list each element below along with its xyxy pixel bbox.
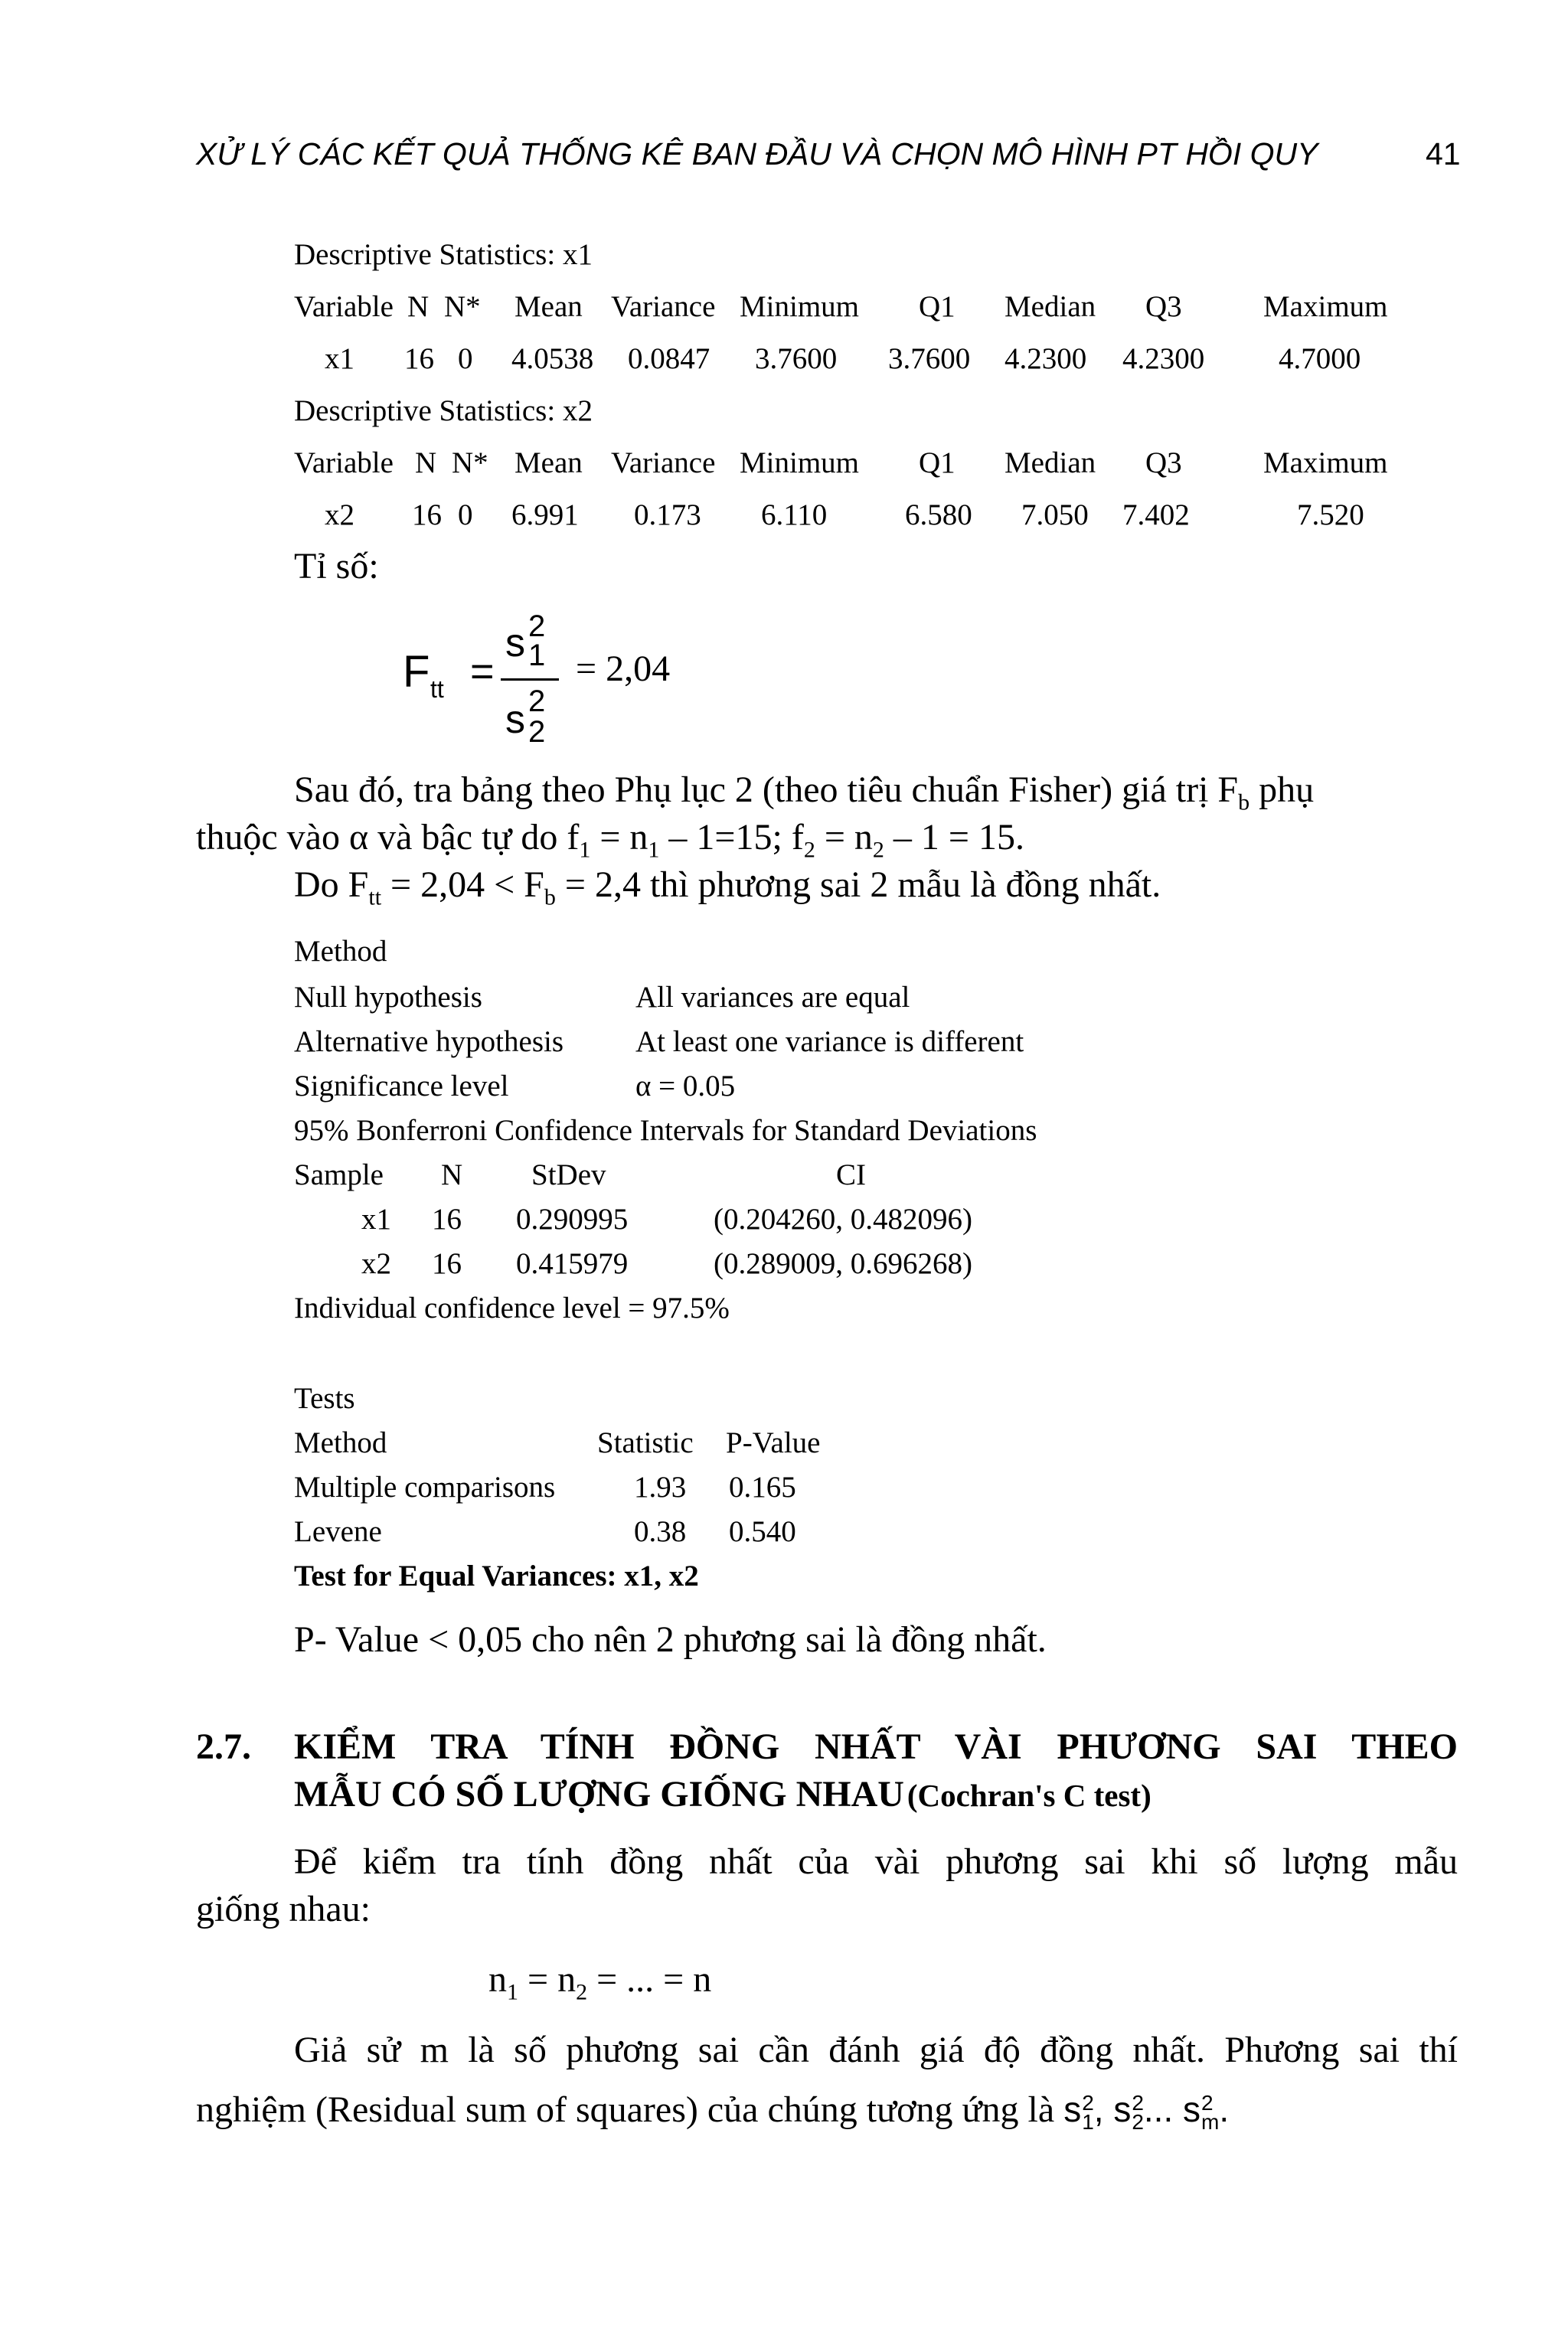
null-hypothesis-value: All variances are equal (635, 981, 910, 1014)
para1-line1: Sau đó, tra bảng theo Phụ lục 2 (theo tiêu chuẩn Fisher) giá trị $F_b$ phụ (294, 769, 1315, 815)
cell-median: 7.050 (1021, 498, 1089, 531)
tests-cell-statistic: 1.93 (634, 1471, 687, 1504)
desc1-title: Descriptive Statistics: x1 (294, 238, 593, 271)
col-variable: Variable (294, 446, 394, 479)
alt-hypothesis-value: At least one variance is different (635, 1025, 1024, 1058)
tests-col-method: Method (294, 1426, 387, 1459)
formula-result: = 2,04 (576, 648, 671, 689)
para3-line1: Giả sử m là số phương sai cần đánh giá độ đồng nhất. Phương sai thí (294, 2030, 1458, 2070)
tests-col-pvalue: P-Value (726, 1426, 821, 1459)
cell-variable: x1 (325, 342, 354, 375)
conclusion-text: P- Value < 0,05 cho nên 2 phương sai là đồng nhất. (294, 1619, 1047, 1660)
formula-equals: = (470, 648, 495, 694)
page-number: 41 (1426, 136, 1461, 172)
cell-variance: 0.0847 (628, 342, 710, 375)
table-row (0, 1202, 1568, 1240)
col-nstar: N* (444, 290, 481, 323)
ci-cell-n: 16 (432, 1247, 462, 1280)
running-title: XỬ LÝ CÁC KẾT QUẢ THỐNG KÊ BAN ĐẦU VÀ CHỌN MÔ HÌNH PT HỒI QUY (196, 136, 1318, 172)
col-mean: Mean (514, 290, 583, 323)
formula-f-sub: tt (430, 675, 444, 703)
cell-nstar: 0 (458, 342, 473, 375)
desc1-header-row (0, 289, 1568, 328)
col-q1: Q1 (919, 446, 956, 479)
ratio-label: Tỉ số: (294, 546, 379, 586)
ci-cell-ci: (0.289009, 0.696268) (714, 1247, 972, 1280)
method-title: Method (294, 935, 387, 968)
para3-line2: nghiệm (Residual sum of squares) của chúng tương ứng là s 2 1 , s 2 2 ... s 2 m . (196, 2089, 1230, 2134)
col-q1: Q1 (919, 290, 956, 323)
cell-mean: 6.991 (511, 498, 579, 531)
cell-q1: 3.7600 (888, 342, 971, 375)
col-median: Median (1004, 446, 1096, 479)
tests-header-row (0, 1426, 1568, 1464)
col-maximum: Maximum (1263, 446, 1388, 479)
cell-minimum: 3.7600 (755, 342, 838, 375)
section-number: 2.7. (196, 1726, 251, 1767)
desc1-data-row (0, 341, 1568, 380)
cell-minimum: 6.110 (761, 498, 828, 531)
cell-maximum: 7.520 (1297, 498, 1364, 531)
variance-list: s 2 1 , s 2 2 ... s 2 m . (1063, 2089, 1230, 2134)
ci-col-sample: Sample (294, 1158, 384, 1191)
cell-median: 4.2300 (1004, 342, 1087, 375)
significance-value: α = 0.05 (635, 1070, 736, 1102)
col-n: N (415, 446, 437, 479)
ci-cell-stdev: 0.290995 (516, 1203, 629, 1236)
table-row (0, 1514, 1568, 1553)
cell-n: 16 (404, 342, 434, 375)
tests-col-statistic: Statistic (597, 1426, 694, 1459)
ci-footer: Individual confidence level = 97.5% (294, 1292, 730, 1325)
tests-title: Tests (294, 1382, 355, 1415)
col-variance: Variance (611, 290, 716, 323)
cell-n: 16 (412, 498, 442, 531)
ci-cell-ci: (0.204260, 0.482096) (714, 1203, 972, 1236)
cell-maximum: 4.7000 (1279, 342, 1361, 375)
section-title-line2: MẪU CÓ SỐ LƯỢNG GIỐNG NHAU (Cochran's C test) (294, 1774, 1152, 1815)
desc2-title: Descriptive Statistics: x2 (294, 394, 593, 427)
tests-cell-method: Multiple comparisons (294, 1471, 556, 1504)
tests-cell-pvalue: 0.540 (729, 1515, 796, 1548)
desc2-header-row (0, 446, 1568, 484)
cell-q3: 7.402 (1122, 498, 1190, 531)
cell-mean: 4.0538 (511, 342, 594, 375)
col-mean: Mean (514, 446, 583, 479)
cell-variance: 0.173 (634, 498, 701, 531)
cell-q3: 4.2300 (1122, 342, 1205, 375)
cell-variable: x2 (325, 498, 354, 531)
ci-title: 95% Bonferroni Confidence Intervals for Standard Deviations (294, 1114, 1037, 1147)
equal-sample-sizes: $n_1 = n_2$ = ... = n (488, 1959, 712, 2005)
desc2-data-row (0, 498, 1568, 536)
num-sub: 1 (528, 639, 546, 672)
table-row (0, 1470, 1568, 1508)
cell-q1: 6.580 (905, 498, 972, 531)
num-s: s (505, 621, 525, 665)
col-median: Median (1004, 290, 1096, 323)
significance-label: Significance level (294, 1070, 509, 1102)
den-s: s (505, 697, 525, 742)
col-maximum: Maximum (1263, 290, 1388, 323)
ci-cell-n: 16 (432, 1203, 462, 1236)
col-q3: Q3 (1145, 446, 1182, 479)
tests-cell-statistic: 0.38 (634, 1515, 687, 1548)
col-minimum: Minimum (740, 290, 860, 323)
ci-col-ci: CI (836, 1158, 866, 1191)
ci-header-row (0, 1158, 1568, 1196)
tests-cell-pvalue: 0.165 (729, 1471, 796, 1504)
col-variable: Variable (294, 290, 394, 323)
ci-cell-stdev: 0.415979 (516, 1247, 629, 1280)
table-row (0, 1246, 1568, 1285)
formula-f: F (403, 647, 430, 697)
den-exp: 2 (528, 684, 546, 718)
section-title-line1: KIỂM TRA TÍNH ĐỒNG NHẤT VÀI PHƯƠNG SAI THEO (294, 1726, 1458, 1767)
ci-col-stdev: StDev (531, 1158, 606, 1191)
tests-caption: Test for Equal Variances: x1, x2 (294, 1560, 699, 1592)
ci-cell-sample: x1 (361, 1203, 391, 1236)
num-exp: 2 (528, 609, 546, 643)
cell-nstar: 0 (458, 498, 473, 531)
ci-col-n: N (441, 1158, 463, 1191)
fraction-bar (501, 678, 559, 681)
col-q3: Q3 (1145, 290, 1182, 323)
tests-cell-method: Levene (294, 1515, 382, 1548)
para2-line1: Để kiểm tra tính đồng nhất của vài phương sai khi số lượng mẫu (294, 1841, 1458, 1882)
para2-line2: giống nhau: (196, 1889, 371, 1929)
null-hypothesis-label: Null hypothesis (294, 981, 482, 1014)
col-minimum: Minimum (740, 446, 860, 479)
den-sub: 2 (528, 715, 546, 749)
alt-hypothesis-label: Alternative hypothesis (294, 1025, 564, 1058)
para1-line3: Do $F_{tt} = 2,04 < F_b = 2,4$ thì phương sai 2 mẫu là đồng nhất. (294, 864, 1161, 910)
col-variance: Variance (611, 446, 716, 479)
ci-cell-sample: x2 (361, 1247, 391, 1280)
col-nstar: N* (452, 446, 488, 479)
para1-line2: thuộc vào α và bậc tự do $f_1 = n_1 - 1=15$; $f_2 = n_2 - 1 = 15$. (196, 817, 1024, 863)
col-n: N (407, 290, 430, 323)
